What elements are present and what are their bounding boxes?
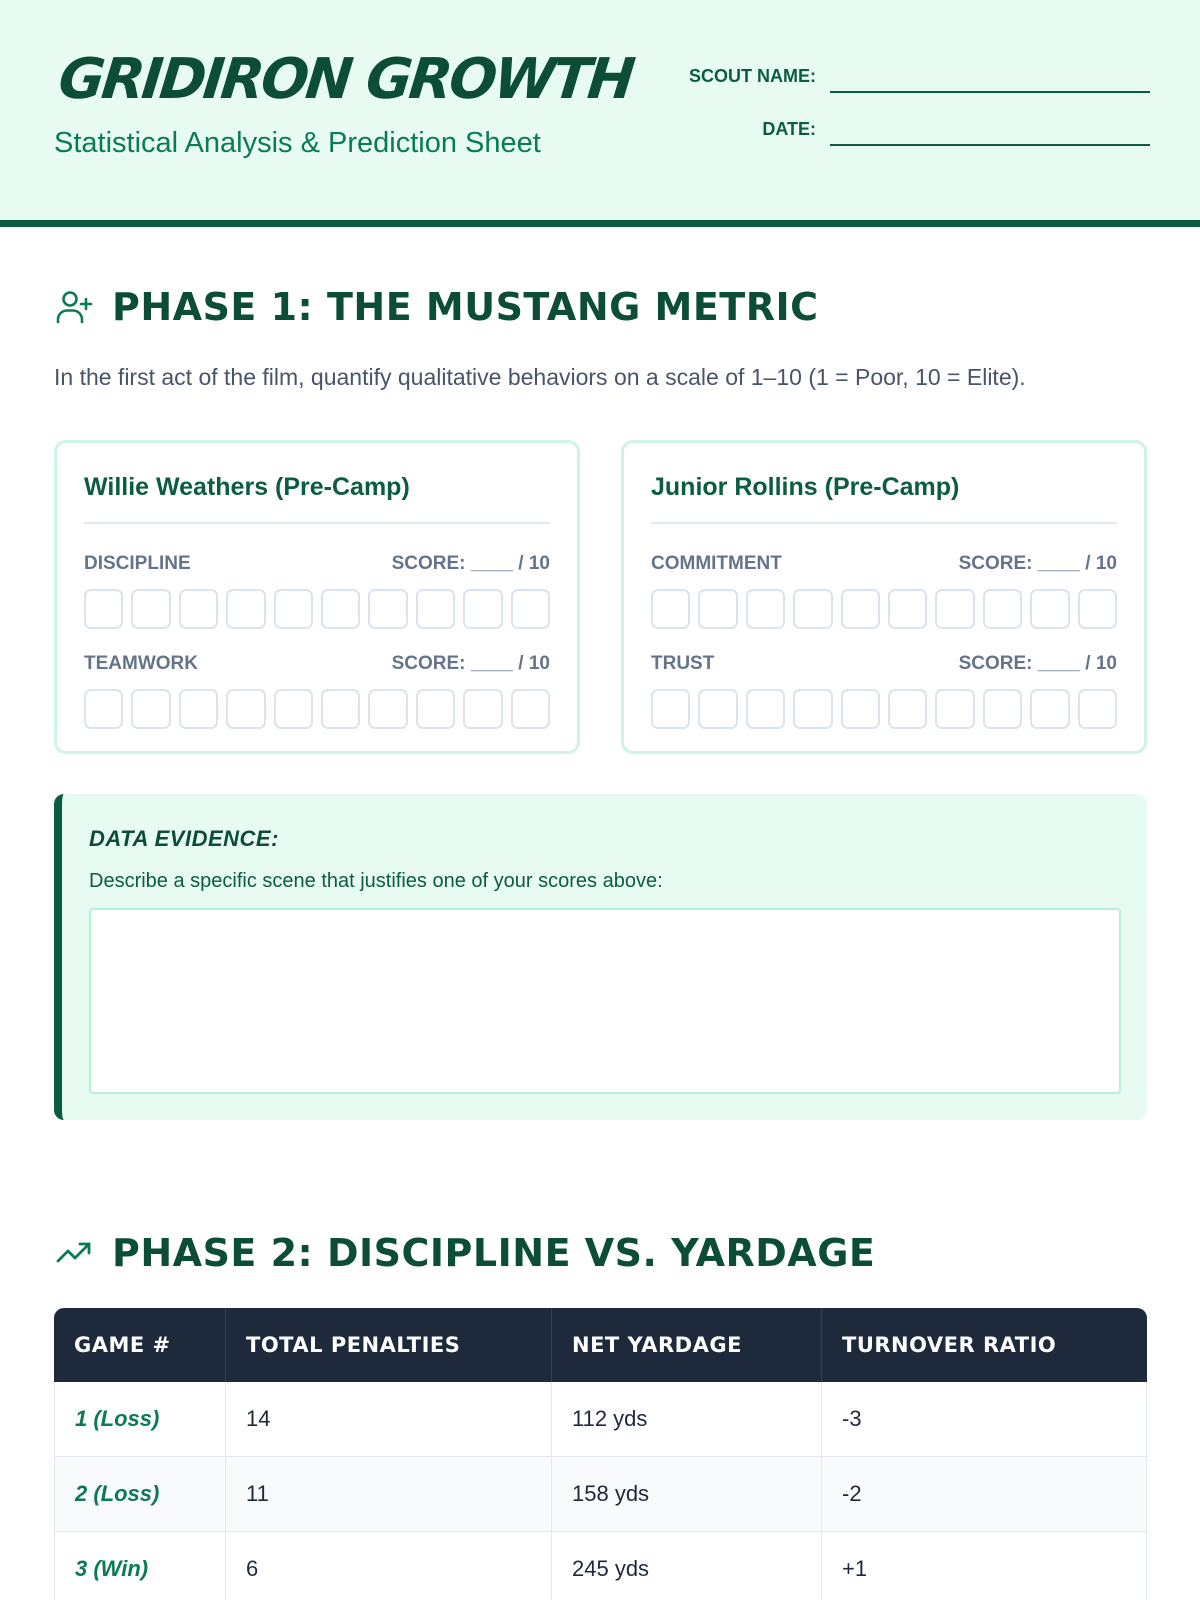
card-title: Junior Rollins (Pre-Camp) bbox=[651, 473, 960, 501]
phase1-intro: In the first act of the film, quantify qualitative behaviors on a scale of 1–10 (1 = Poor, 10 = Elite). bbox=[54, 364, 1026, 390]
phase1-heading bbox=[54, 285, 819, 329]
rating-box[interactable] bbox=[793, 689, 832, 729]
rating-box[interactable] bbox=[935, 689, 974, 729]
rating-box[interactable] bbox=[935, 589, 974, 629]
game-cell: 1 (Loss) bbox=[54, 1382, 226, 1457]
table-row bbox=[54, 1382, 1147, 1457]
metric-score: SCORE: ____ / 10 bbox=[391, 553, 550, 574]
rating-box[interactable] bbox=[1078, 589, 1117, 629]
yardage-cell: 245 yds bbox=[552, 1532, 822, 1600]
metric-score: SCORE: ____ / 10 bbox=[958, 653, 1117, 674]
table-row bbox=[54, 1532, 1147, 1600]
rating-box[interactable] bbox=[888, 589, 927, 629]
rating-box[interactable] bbox=[983, 689, 1022, 729]
rating-box[interactable] bbox=[841, 689, 880, 729]
rating-box[interactable] bbox=[179, 589, 218, 629]
scout-name-input-line[interactable] bbox=[830, 63, 1150, 93]
rating-box[interactable] bbox=[746, 689, 785, 729]
rating-box[interactable] bbox=[226, 689, 265, 729]
card-divider bbox=[651, 522, 1117, 524]
rating-box[interactable] bbox=[274, 689, 313, 729]
penalties-cell: 11 bbox=[226, 1457, 552, 1532]
turnover-cell: -3 bbox=[822, 1382, 1147, 1457]
metric-label: TRUST bbox=[651, 653, 715, 674]
metric-score: SCORE: ____ / 10 bbox=[958, 553, 1117, 574]
metric-score: SCORE: ____ / 10 bbox=[391, 653, 550, 674]
metric-commitment bbox=[651, 553, 1117, 629]
rating-box[interactable] bbox=[226, 589, 265, 629]
rating-box[interactable] bbox=[511, 689, 550, 729]
rating-box[interactable] bbox=[84, 689, 123, 729]
turnover-cell: +1 bbox=[822, 1532, 1147, 1600]
game-stats-table bbox=[54, 1308, 1147, 1600]
rating-box[interactable] bbox=[321, 689, 360, 729]
table-header-row bbox=[54, 1308, 1147, 1382]
rating-box[interactable] bbox=[698, 589, 737, 629]
table-row bbox=[54, 1457, 1147, 1532]
evidence-prompt: Describe a specific scene that justifies one of your scores above: bbox=[89, 870, 663, 892]
rating-box[interactable] bbox=[416, 589, 455, 629]
phase2-title: PHASE 2: DISCIPLINE VS. YARDAGE bbox=[112, 1231, 876, 1275]
rating-box[interactable] bbox=[888, 689, 927, 729]
rating-box[interactable] bbox=[84, 589, 123, 629]
rating-box[interactable] bbox=[179, 689, 218, 729]
card-title: Willie Weathers (Pre-Camp) bbox=[84, 473, 410, 501]
evidence-textarea[interactable] bbox=[89, 908, 1121, 1094]
rating-box[interactable] bbox=[1030, 689, 1069, 729]
game-cell: 3 (Win) bbox=[54, 1532, 226, 1600]
penalties-cell: 6 bbox=[226, 1532, 552, 1600]
column-header: TURNOVER RATIO bbox=[822, 1308, 1147, 1382]
rating-box[interactable] bbox=[511, 589, 550, 629]
rating-box[interactable] bbox=[416, 689, 455, 729]
metric-label: COMMITMENT bbox=[651, 553, 782, 574]
rating-box[interactable] bbox=[463, 689, 502, 729]
rating-box[interactable] bbox=[463, 589, 502, 629]
phase1-title: PHASE 1: THE MUSTANG METRIC bbox=[112, 285, 819, 329]
yardage-cell: 112 yds bbox=[552, 1382, 822, 1457]
page-header bbox=[0, 0, 1200, 220]
rating-boxes bbox=[651, 689, 1117, 729]
rating-boxes bbox=[84, 689, 550, 729]
rating-box[interactable] bbox=[651, 589, 690, 629]
rating-box[interactable] bbox=[651, 689, 690, 729]
metric-label: DISCIPLINE bbox=[84, 553, 191, 574]
rating-box[interactable] bbox=[793, 589, 832, 629]
scout-name-label: SCOUT NAME: bbox=[689, 66, 816, 86]
penalties-cell: 14 bbox=[226, 1382, 552, 1457]
rating-boxes bbox=[84, 589, 550, 629]
column-header: NET YARDAGE bbox=[552, 1308, 822, 1382]
rating-box[interactable] bbox=[983, 589, 1022, 629]
rating-box[interactable] bbox=[1030, 589, 1069, 629]
user-plus-icon bbox=[54, 287, 94, 327]
metric-teamwork bbox=[84, 653, 550, 729]
rating-box[interactable] bbox=[746, 589, 785, 629]
scout-name-field bbox=[689, 63, 1150, 93]
rating-box[interactable] bbox=[131, 589, 170, 629]
player-card-willie bbox=[54, 440, 580, 754]
metric-discipline bbox=[84, 553, 550, 629]
game-cell: 2 (Loss) bbox=[54, 1457, 226, 1532]
player-card-junior bbox=[621, 440, 1147, 754]
rating-box[interactable] bbox=[274, 589, 313, 629]
yardage-cell: 158 yds bbox=[552, 1457, 822, 1532]
page-subtitle: Statistical Analysis & Prediction Sheet bbox=[54, 127, 541, 159]
rating-box[interactable] bbox=[368, 689, 407, 729]
metric-trust bbox=[651, 653, 1117, 729]
card-divider bbox=[84, 522, 550, 524]
column-header: GAME # bbox=[54, 1308, 226, 1382]
rating-box[interactable] bbox=[1078, 689, 1117, 729]
rating-box[interactable] bbox=[131, 689, 170, 729]
rating-box[interactable] bbox=[698, 689, 737, 729]
brand-title: GRIDIRON GROWTH bbox=[55, 47, 636, 112]
data-evidence-panel bbox=[54, 794, 1147, 1120]
header-divider bbox=[0, 220, 1200, 227]
column-header: TOTAL PENALTIES bbox=[226, 1308, 552, 1382]
trending-up-icon bbox=[54, 1233, 94, 1273]
rating-boxes bbox=[651, 589, 1117, 629]
rating-box[interactable] bbox=[368, 589, 407, 629]
evidence-title: DATA EVIDENCE: bbox=[89, 826, 279, 851]
phase2-heading bbox=[54, 1231, 875, 1275]
metric-label: TEAMWORK bbox=[84, 653, 198, 674]
date-field bbox=[762, 116, 1150, 146]
rating-box[interactable] bbox=[321, 589, 360, 629]
turnover-cell: -2 bbox=[822, 1457, 1147, 1532]
date-input-line[interactable] bbox=[830, 116, 1150, 146]
date-label: DATE: bbox=[762, 119, 816, 139]
rating-box[interactable] bbox=[841, 589, 880, 629]
